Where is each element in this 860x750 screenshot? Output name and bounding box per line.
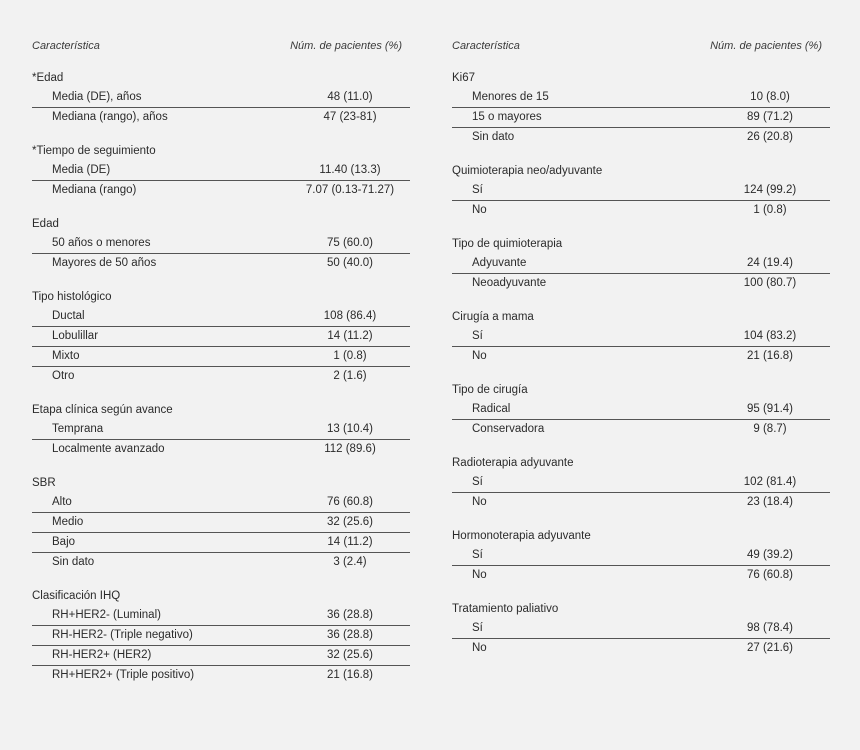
table-row	[32, 533, 410, 553]
row-value: 10 (8.0)	[750, 91, 790, 103]
row-label: Media (DE), años	[52, 91, 142, 103]
row-value: 108 (86.4)	[323, 310, 377, 322]
table-row	[452, 420, 830, 439]
table-row	[452, 274, 830, 293]
row-label: Temprana	[52, 423, 104, 435]
table-row	[32, 254, 410, 273]
row-value: 23 (18.4)	[746, 496, 794, 508]
table-row	[452, 128, 830, 147]
table-section	[32, 474, 410, 572]
table-section	[452, 308, 830, 366]
right-column	[452, 36, 830, 658]
row-label: No	[472, 569, 487, 581]
row-value: 104 (83.2)	[743, 330, 797, 342]
left-column	[32, 36, 410, 685]
table-row	[452, 108, 830, 128]
row-label: Sin dato	[472, 131, 515, 143]
row-label: 50 años o menores	[52, 237, 151, 249]
table-row	[32, 626, 410, 646]
section-title: Radioterapia adyuvante	[452, 457, 574, 469]
table-row	[32, 347, 410, 367]
row-label: Neoadyuvante	[472, 277, 547, 289]
row-label: Sí	[472, 622, 483, 634]
row-value: 26 (20.8)	[746, 131, 794, 143]
section-title: Hormonoterapia adyuvante	[452, 530, 591, 542]
patients-header: Núm. de pacientes (%)	[290, 40, 402, 52]
table-row	[452, 181, 830, 201]
row-value: 32 (25.6)	[326, 649, 374, 661]
left-table-header	[32, 36, 410, 56]
table-row	[32, 493, 410, 513]
row-label: Sí	[472, 476, 483, 488]
row-value: 50 (40.0)	[326, 257, 374, 269]
section-title: Tipo histológico	[32, 291, 112, 303]
table-section	[452, 454, 830, 512]
table-row	[452, 566, 830, 585]
table-row	[32, 307, 410, 327]
section-title: SBR	[32, 477, 56, 489]
table-row	[32, 327, 410, 347]
table-row	[452, 254, 830, 274]
table-row	[452, 400, 830, 420]
row-value: 124 (99.2)	[743, 184, 797, 196]
row-value: 11.40 (13.3)	[319, 164, 381, 176]
table-row	[452, 493, 830, 512]
table-row	[452, 546, 830, 566]
section-title: Edad	[32, 218, 59, 230]
table-row	[32, 513, 410, 533]
row-label: Medio	[52, 516, 84, 528]
row-label: Radical	[472, 403, 511, 415]
row-label: Sí	[472, 549, 483, 561]
row-value: 13 (10.4)	[326, 423, 374, 435]
row-value: 76 (60.8)	[746, 569, 794, 581]
right-table-body	[452, 69, 830, 658]
table-row	[32, 606, 410, 626]
row-value: 9 (8.7)	[753, 423, 787, 435]
row-value: 102 (81.4)	[743, 476, 797, 488]
row-label: Bajo	[52, 536, 76, 548]
row-label: No	[472, 204, 487, 216]
row-value: 89 (71.2)	[746, 111, 794, 123]
row-label: Otro	[52, 370, 75, 382]
table-section	[32, 69, 410, 127]
table-section	[32, 142, 410, 200]
row-value: 2 (1.6)	[333, 370, 367, 382]
row-label: Mixto	[52, 350, 80, 362]
row-label: RH+HER2+ (Triple positivo)	[52, 669, 195, 681]
row-label: Localmente avanzado	[52, 443, 165, 455]
table-row	[32, 108, 410, 127]
table-section	[452, 235, 830, 293]
left-table-body	[32, 69, 410, 685]
section-title: *Tiempo de seguimiento	[32, 145, 156, 157]
row-value: 112 (89.6)	[324, 443, 376, 455]
table-row	[452, 473, 830, 493]
section-title: Ki67	[452, 72, 476, 84]
row-label: Conservadora	[472, 423, 545, 435]
table-row	[452, 201, 830, 220]
row-value: 14 (11.2)	[327, 536, 373, 548]
row-label: Alto	[52, 496, 72, 508]
section-title: Tipo de quimioterapia	[452, 238, 563, 250]
row-value: 100 (80.7)	[743, 277, 797, 289]
row-value: 24 (19.4)	[746, 257, 794, 269]
row-label: Sí	[472, 330, 483, 342]
row-label: Lobulillar	[52, 330, 99, 342]
section-title: Tipo de cirugía	[452, 384, 528, 396]
table-row	[452, 619, 830, 639]
row-value: 75 (60.0)	[326, 237, 374, 249]
section-title: Tratamiento paliativo	[452, 603, 559, 615]
section-title: Cirugía a mama	[452, 311, 534, 323]
row-label: RH+HER2- (Luminal)	[52, 609, 161, 621]
row-value: 14 (11.2)	[327, 330, 373, 342]
row-label: RH-HER2- (Triple negativo)	[52, 629, 193, 641]
table-row	[32, 161, 410, 181]
row-value: 36 (28.8)	[326, 629, 374, 641]
table-row	[32, 181, 410, 200]
row-value: 1 (0.8)	[753, 204, 787, 216]
patients-header: Núm. de pacientes (%)	[710, 40, 822, 52]
row-value: 1 (0.8)	[333, 350, 367, 362]
table-section	[32, 288, 410, 386]
row-label: Mediana (rango)	[52, 184, 137, 196]
table-section	[32, 401, 410, 459]
row-label: Ductal	[52, 310, 85, 322]
row-value: 32 (25.6)	[326, 516, 374, 528]
row-value: 21 (16.8)	[746, 350, 794, 362]
row-label: RH-HER2+ (HER2)	[52, 649, 152, 661]
table-row	[32, 420, 410, 440]
table-section	[452, 162, 830, 220]
table-row	[32, 553, 410, 572]
table-section	[32, 215, 410, 273]
section-title: Quimioterapia neo/adyuvante	[452, 165, 603, 177]
row-label: No	[472, 642, 487, 654]
row-label: No	[472, 496, 487, 508]
table-row	[32, 88, 410, 108]
row-value: 95 (91.4)	[746, 403, 794, 415]
row-label: Mayores de 50 años	[52, 257, 157, 269]
row-value: 36 (28.8)	[326, 609, 374, 621]
row-label: Sin dato	[52, 556, 95, 568]
row-value: 3 (2.4)	[333, 556, 367, 568]
row-value: 7.07 (0.13-71.27)	[305, 184, 395, 196]
row-label: Menores de 15	[472, 91, 549, 103]
table-section	[452, 527, 830, 585]
row-label: Adyuvante	[472, 257, 527, 269]
table-section	[32, 587, 410, 685]
section-title: Clasificación IHQ	[32, 590, 121, 602]
row-label: Mediana (rango), años	[52, 111, 168, 123]
table-section	[452, 600, 830, 658]
table-row	[452, 88, 830, 108]
row-value: 27 (21.6)	[746, 642, 794, 654]
row-label: 15 o mayores	[472, 111, 542, 123]
row-label: No	[472, 350, 487, 362]
row-value: 21 (16.8)	[326, 669, 374, 681]
table-row	[452, 327, 830, 347]
section-title: *Edad	[32, 72, 64, 84]
table-row	[32, 666, 410, 685]
table-row	[452, 639, 830, 658]
section-title: Etapa clínica según avance	[32, 404, 173, 416]
row-label: Sí	[472, 184, 483, 196]
row-value: 49 (39.2)	[746, 549, 794, 561]
row-label: Media (DE)	[52, 164, 111, 176]
table-row	[452, 347, 830, 366]
table-row	[32, 234, 410, 254]
row-value: 48 (11.0)	[327, 91, 373, 103]
table-row	[32, 367, 410, 386]
right-table-header	[452, 36, 830, 56]
row-value: 47 (23-81)	[323, 111, 377, 123]
row-value: 98 (78.4)	[746, 622, 794, 634]
row-value: 76 (60.8)	[326, 496, 374, 508]
table-row	[32, 440, 410, 459]
table-section	[452, 69, 830, 147]
table-section	[452, 381, 830, 439]
characteristic-header: Característica	[452, 40, 520, 52]
characteristic-header: Característica	[32, 40, 100, 52]
table-row	[32, 646, 410, 666]
